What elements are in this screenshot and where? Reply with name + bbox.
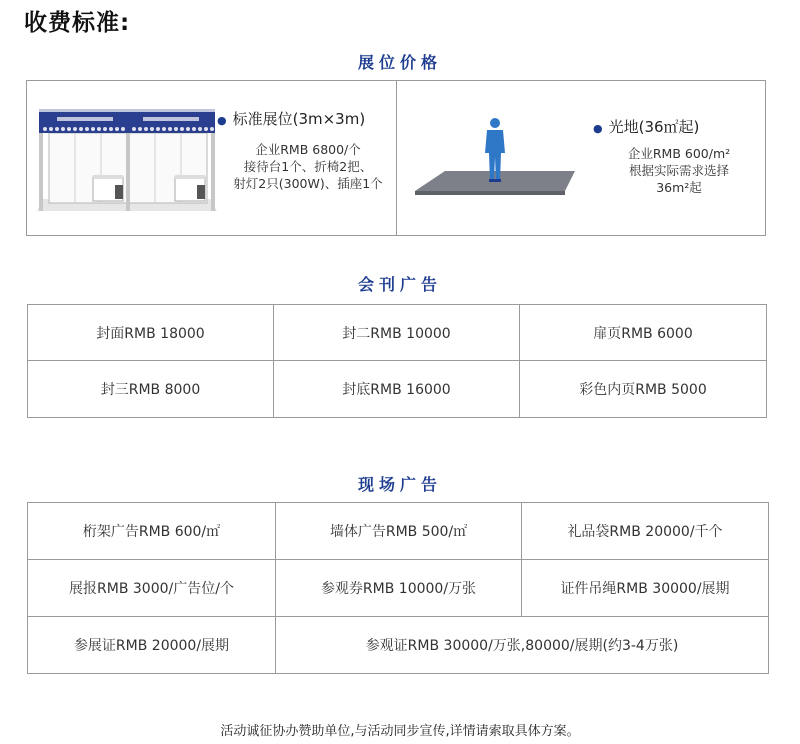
- table-cell: 封二RMB 10000: [274, 305, 520, 361]
- standard-booth-image: [35, 103, 219, 213]
- table-row: [28, 361, 767, 418]
- table-cell: 参观券RMB 10000/万张: [276, 560, 522, 617]
- raw-space-line-3: 36m²起: [656, 180, 702, 195]
- journal-section-title: 会刊广告: [357, 275, 442, 294]
- page-title: 收费标准:: [24, 10, 131, 36]
- table-cell: 展报RMB 3000/广告位/个: [28, 560, 276, 617]
- standard-booth-price: 企业RMB 6800/个: [255, 142, 361, 157]
- journal-ads-table: [27, 304, 767, 418]
- standard-booth-title: 标准展位(3m×3m): [232, 110, 366, 128]
- bullet-icon: ●: [593, 122, 603, 135]
- table-row: [28, 305, 767, 361]
- table-cell: 墙体广告RMB 500/㎡: [276, 503, 522, 560]
- onsite-section-title: 现场广告: [357, 475, 442, 494]
- booth-pricing-box: [26, 80, 766, 236]
- table-cell: 彩色内页RMB 5000: [520, 361, 767, 418]
- onsite-ads-table: [27, 502, 769, 674]
- raw-space-image: [415, 115, 575, 199]
- raw-space-heading: [593, 119, 765, 137]
- booth-divider: [396, 81, 397, 235]
- table-cell: 扉页RMB 6000: [520, 305, 767, 361]
- table-cell: 封面RMB 18000: [28, 305, 274, 361]
- raw-space-details: [593, 145, 765, 196]
- standard-booth-details: [223, 141, 393, 192]
- footer-note: 活动诚征协办赞助单位,与活动同步宣传,详情请索取具体方案。: [220, 724, 580, 739]
- table-cell: 参展证RMB 20000/展期: [28, 617, 276, 674]
- table-cell: 礼品袋RMB 20000/千个: [522, 503, 769, 560]
- raw-space-price: 企业RMB 600/m²: [627, 146, 731, 161]
- booth-section-title: 展位价格: [357, 53, 442, 72]
- table-row: [28, 617, 769, 674]
- table-row: [28, 560, 769, 617]
- standard-booth-heading: [217, 111, 395, 129]
- table-cell: 桁架广告RMB 600/㎡: [28, 503, 276, 560]
- table-cell: 证件吊绳RMB 30000/展期: [522, 560, 769, 617]
- bullet-icon: ●: [217, 114, 227, 127]
- raw-space-line-2: 根据实际需求选择: [628, 163, 729, 178]
- standard-booth-line-3: 射灯2只(300W)、插座1个: [233, 176, 383, 191]
- table-row: [28, 503, 769, 560]
- table-cell: 封底RMB 16000: [274, 361, 520, 418]
- table-cell: 参观证RMB 30000/万张,80000/展期(约3-4万张): [276, 617, 769, 674]
- standard-booth-line-2: 接待台1个、折椅2把、: [243, 159, 373, 174]
- table-cell: 封三RMB 8000: [28, 361, 274, 418]
- raw-space-title: 光地(36㎡起): [608, 118, 700, 136]
